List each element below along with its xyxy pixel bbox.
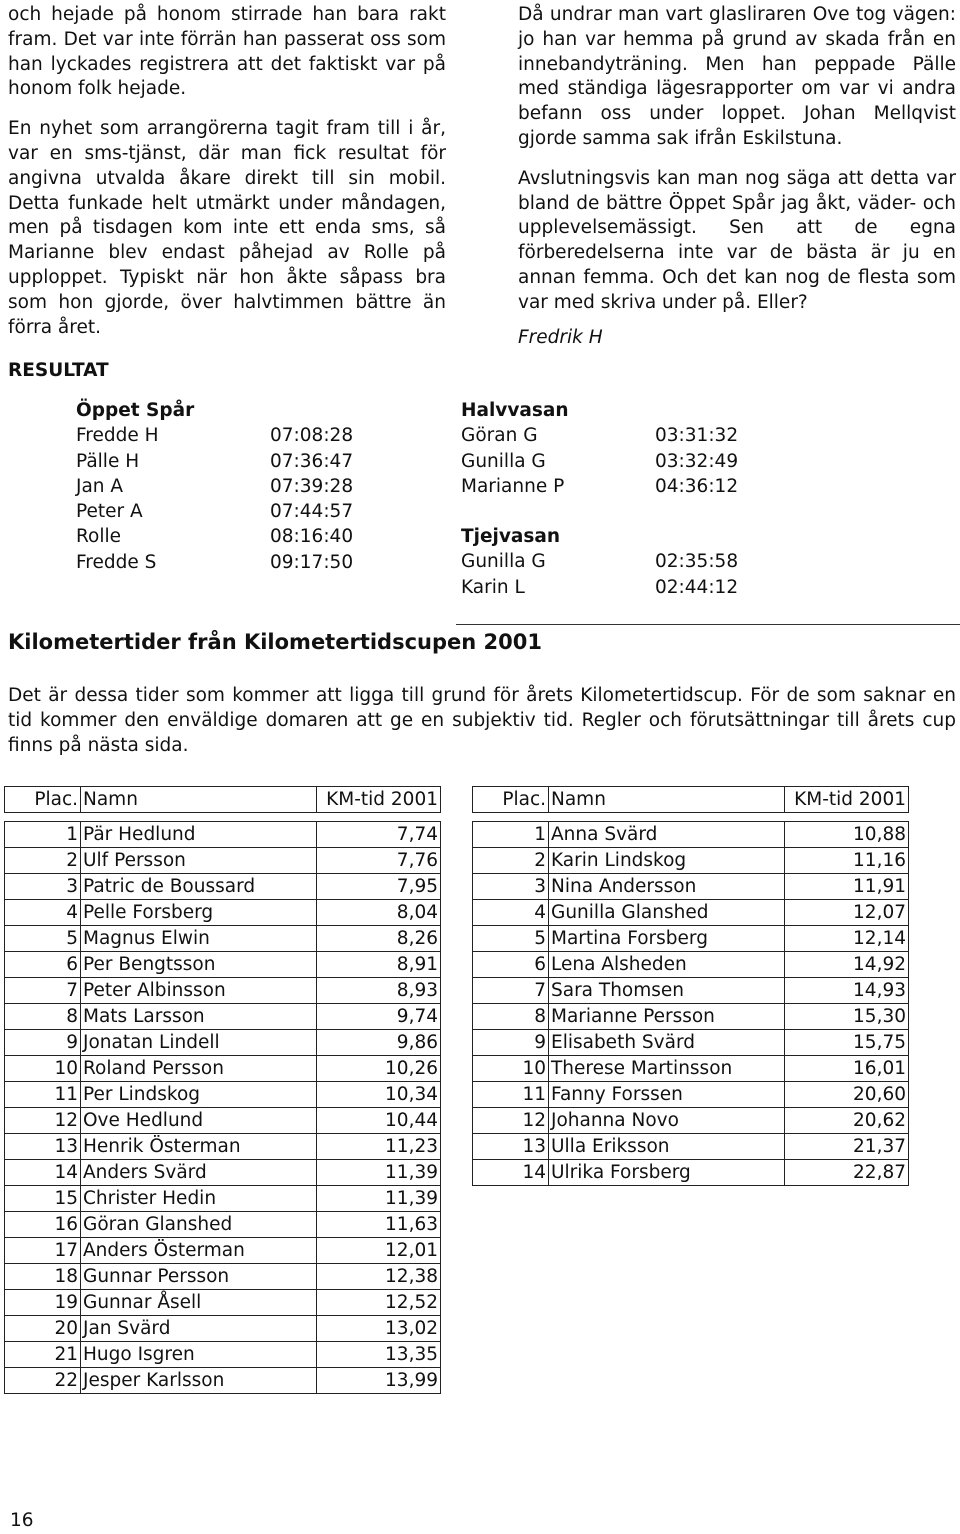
cell-km-tid: 20,60 — [785, 1082, 909, 1108]
cell-plac: 12 — [5, 1108, 81, 1134]
cell-namn: Ulrika Forsberg — [549, 1160, 785, 1186]
header-namn: Namn — [81, 787, 317, 813]
cell-namn: Peter Albinsson — [81, 978, 317, 1004]
result-time: 02:44:12 — [655, 576, 739, 598]
cell-namn: Pär Hedlund — [81, 822, 317, 848]
cell-plac: 20 — [5, 1316, 81, 1342]
cell-namn: Karin Lindskog — [549, 848, 785, 874]
section-divider — [456, 624, 960, 625]
table-row — [473, 900, 909, 926]
cell-plac: 13 — [473, 1134, 549, 1160]
cell-namn: Martina Forsberg — [549, 926, 785, 952]
cell-namn: Pelle Forsberg — [81, 900, 317, 926]
cell-plac: 9 — [473, 1030, 549, 1056]
cell-namn: Jan Svärd — [81, 1316, 317, 1342]
table-row — [473, 1056, 909, 1082]
cell-namn: Magnus Elwin — [81, 926, 317, 952]
cell-plac: 14 — [473, 1160, 549, 1186]
cell-namn: Christer Hedin — [81, 1186, 317, 1212]
cell-km-tid: 15,30 — [785, 1004, 909, 1030]
cell-plac: 12 — [473, 1108, 549, 1134]
header-namn: Namn — [549, 787, 785, 813]
table-row — [5, 978, 441, 1004]
halvvasan-results — [461, 398, 738, 499]
cell-plac: 9 — [5, 1030, 81, 1056]
result-time: 07:08:28 — [270, 425, 354, 447]
cell-plac: 22 — [5, 1368, 81, 1394]
cell-plac: 17 — [5, 1238, 81, 1264]
table-row — [5, 848, 441, 874]
table-row — [473, 978, 909, 1004]
cell-km-tid: 9,74 — [317, 1004, 441, 1030]
cell-km-tid: 7,74 — [317, 822, 441, 848]
cell-plac: 6 — [473, 952, 549, 978]
cell-km-tid: 12,07 — [785, 900, 909, 926]
cell-plac: 11 — [5, 1082, 81, 1108]
cell-plac: 6 — [5, 952, 81, 978]
cell-km-tid: 22,87 — [785, 1160, 909, 1186]
table-row — [5, 1290, 441, 1316]
cell-km-tid: 12,38 — [317, 1264, 441, 1290]
table-row — [5, 1108, 441, 1134]
cell-km-tid: 16,01 — [785, 1056, 909, 1082]
cell-namn: Gunilla Glanshed — [549, 900, 785, 926]
cell-plac: 1 — [473, 822, 549, 848]
cell-km-tid: 15,75 — [785, 1030, 909, 1056]
table-row — [473, 1160, 909, 1186]
left-paragraph-1: och hejade på honom stirrade han bara rakt fram. Det var inte förrän han passerat oss som han lyckades registrera att det faktiskt var på honom folk hejade. — [8, 4, 446, 100]
km-intro: Det är dessa tider som kommer att ligga till grund för årets Kilometertidscup. För de som saknar en tid kommer den enväldige domaren att ge en subjektiv tid. Regler och förutsättningar till årets cup finns på nästa sida. — [8, 685, 956, 756]
cell-km-tid: 14,92 — [785, 952, 909, 978]
cell-plac: 18 — [5, 1264, 81, 1290]
cell-plac: 7 — [473, 978, 549, 1004]
halvvasan-rows — [461, 423, 738, 499]
cell-km-tid: 13,02 — [317, 1316, 441, 1342]
resultat-heading: RESULTAT — [8, 360, 109, 381]
result-time: 04:36:12 — [655, 475, 739, 497]
tjejvasan-title: Tjejvasan — [461, 526, 561, 547]
table-row — [5, 1082, 441, 1108]
cell-plac: 4 — [5, 900, 81, 926]
cell-namn: Nina Andersson — [549, 874, 785, 900]
result-name: Pälle H — [76, 450, 140, 472]
cell-namn: Ove Hedlund — [81, 1108, 317, 1134]
cell-km-tid: 11,39 — [317, 1186, 441, 1212]
oppet-spar-results — [76, 398, 353, 575]
result-name: Peter A — [76, 501, 143, 523]
cell-namn: Gunnar Persson — [81, 1264, 317, 1290]
result-time: 07:44:57 — [270, 501, 354, 523]
left-paragraph-2: En nyhet som arrangörerna tagit fram till i år, var en sms-tjänst, där man fick resultat för angivna utvalda åkare direkt till sin mobil. Detta funkade helt utmärkt under måndagen, men på tisdagen kom inte ett enda sms, så Marianne blev endast påhejad av Rolle på upploppet. Typiskt när hon åkte såpass bra som hon gjorde, över halvtimmen bättre än förra året. — [8, 118, 446, 338]
table-header-row — [5, 787, 441, 813]
right-paragraph-1: Då undrar man vart glasliraren Ove tog vägen: jo han var hemma på grund av skada från en innebandyträning. Men han peppade Pälle med ständiga lägesrapporter om var vi andra befann oss under loppet. Johan Mellqvist gjorde samma sak ifrån Eskilstuna. — [518, 4, 956, 149]
result-time: 03:31:32 — [655, 425, 739, 447]
cell-km-tid: 12,01 — [317, 1238, 441, 1264]
table-row — [5, 1342, 441, 1368]
tjejvasan-results — [461, 524, 738, 600]
km-heading: Kilometertider från Kilometertidscupen 2001 — [8, 630, 542, 654]
cell-km-tid: 11,91 — [785, 874, 909, 900]
result-name: Karin L — [461, 576, 525, 598]
cell-km-tid: 7,95 — [317, 874, 441, 900]
cell-namn: Anna Svärd — [549, 822, 785, 848]
cell-km-tid: 10,34 — [317, 1082, 441, 1108]
cell-namn: Elisabeth Svärd — [549, 1030, 785, 1056]
header-plac: Plac. — [473, 787, 549, 813]
cell-km-tid: 11,63 — [317, 1212, 441, 1238]
table-row — [5, 1238, 441, 1264]
table-row — [473, 1030, 909, 1056]
table-row — [5, 1160, 441, 1186]
table-row — [5, 1264, 441, 1290]
cell-namn: Hugo Isgren — [81, 1342, 317, 1368]
table-row — [5, 1134, 441, 1160]
table-row — [473, 822, 909, 848]
table-spacer — [473, 813, 909, 822]
cell-namn: Patric de Boussard — [81, 874, 317, 900]
cell-namn: Marianne Persson — [549, 1004, 785, 1030]
cell-plac: 5 — [5, 926, 81, 952]
cell-plac: 3 — [5, 874, 81, 900]
header-plac: Plac. — [5, 787, 81, 813]
cell-plac: 15 — [5, 1186, 81, 1212]
table-row — [5, 1212, 441, 1238]
result-time: 03:32:49 — [655, 450, 739, 472]
table-row — [473, 1134, 909, 1160]
cell-km-tid: 8,04 — [317, 900, 441, 926]
cell-plac: 7 — [5, 978, 81, 1004]
header-km-tid: KM-tid 2001 — [317, 787, 441, 813]
right-paragraph-2: Avslutningsvis kan man nog säga att detta var bland de bättre Öppet Spår jag åkt, väder- och upplevelsemässigt. Sen att de egna förberedelserna inte var de bästa är ju en annan femma. Och det kan nog de flesta som var med skriva under på. Eller? — [518, 167, 956, 313]
cell-namn: Roland Persson — [81, 1056, 317, 1082]
oppet-spar-rows — [76, 423, 353, 575]
oppet-spar-title: Öppet Spår — [76, 400, 195, 421]
cell-namn: Jonatan Lindell — [81, 1030, 317, 1056]
left-text-column — [8, 3, 446, 340]
result-name: Gunilla G — [461, 450, 546, 472]
cell-plac: 16 — [5, 1212, 81, 1238]
result-row — [76, 474, 353, 499]
result-row — [461, 449, 738, 474]
cell-plac: 10 — [473, 1056, 549, 1082]
cell-km-tid: 10,88 — [785, 822, 909, 848]
cell-km-tid: 11,16 — [785, 848, 909, 874]
cell-plac: 2 — [5, 848, 81, 874]
cell-plac: 14 — [5, 1160, 81, 1186]
cell-plac: 4 — [473, 900, 549, 926]
table-row — [5, 926, 441, 952]
table-row — [473, 1004, 909, 1030]
cell-namn: Per Bengtsson — [81, 952, 317, 978]
result-row — [461, 423, 738, 448]
cell-namn: Fanny Forssen — [549, 1082, 785, 1108]
table-row — [473, 874, 909, 900]
table-header-row — [473, 787, 909, 813]
cell-plac: 21 — [5, 1342, 81, 1368]
result-time: 07:36:47 — [270, 450, 354, 472]
result-row — [461, 474, 738, 499]
cell-plac: 8 — [5, 1004, 81, 1030]
cell-km-tid: 11,39 — [317, 1160, 441, 1186]
cell-km-tid: 10,44 — [317, 1108, 441, 1134]
result-time: 08:16:40 — [270, 526, 354, 548]
table-row — [473, 1082, 909, 1108]
result-row — [76, 499, 353, 524]
cell-namn: Ulla Eriksson — [549, 1134, 785, 1160]
cell-plac: 2 — [473, 848, 549, 874]
header-km-tid: KM-tid 2001 — [785, 787, 909, 813]
cell-plac: 8 — [473, 1004, 549, 1030]
cell-namn: Ulf Persson — [81, 848, 317, 874]
result-row — [76, 449, 353, 474]
result-row — [461, 549, 738, 574]
cell-km-tid: 9,86 — [317, 1030, 441, 1056]
table-row — [473, 926, 909, 952]
cell-namn: Gunnar Åsell — [81, 1290, 317, 1316]
cell-namn: Mats Larsson — [81, 1004, 317, 1030]
table-row — [5, 1186, 441, 1212]
cell-km-tid: 8,26 — [317, 926, 441, 952]
table-spacer — [5, 813, 441, 822]
table-row — [5, 1368, 441, 1394]
table-row — [5, 1030, 441, 1056]
signature: Fredrik H — [518, 326, 603, 348]
result-name: Rolle — [76, 526, 122, 548]
cell-km-tid: 12,52 — [317, 1290, 441, 1316]
cell-km-tid: 10,26 — [317, 1056, 441, 1082]
result-name: Marianne P — [461, 475, 565, 497]
cell-km-tid: 11,23 — [317, 1134, 441, 1160]
cell-plac: 5 — [473, 926, 549, 952]
result-name: Jan A — [76, 475, 124, 497]
result-time: 09:17:50 — [270, 551, 354, 573]
cell-plac: 10 — [5, 1056, 81, 1082]
cell-km-tid: 13,35 — [317, 1342, 441, 1368]
table-row — [473, 952, 909, 978]
cell-namn: Sara Thomsen — [549, 978, 785, 1004]
cell-namn: Per Lindskog — [81, 1082, 317, 1108]
cell-km-tid: 7,76 — [317, 848, 441, 874]
cell-plac: 11 — [473, 1082, 549, 1108]
table-row — [473, 848, 909, 874]
cell-plac: 13 — [5, 1134, 81, 1160]
km-table-men — [4, 786, 441, 1394]
table-row — [5, 900, 441, 926]
cell-plac: 19 — [5, 1290, 81, 1316]
cell-namn: Anders Svärd — [81, 1160, 317, 1186]
result-time: 02:35:58 — [655, 551, 739, 573]
cell-namn: Lena Alsheden — [549, 952, 785, 978]
table-row — [5, 874, 441, 900]
cell-km-tid: 8,93 — [317, 978, 441, 1004]
result-name: Fredde H — [76, 425, 159, 447]
page-number: 16 — [10, 1510, 34, 1531]
result-name: Fredde S — [76, 551, 157, 573]
table-row — [5, 952, 441, 978]
halvvasan-title: Halvvasan — [461, 400, 569, 421]
cell-plac: 3 — [473, 874, 549, 900]
cell-km-tid: 12,14 — [785, 926, 909, 952]
table-row — [5, 822, 441, 848]
cell-km-tid: 8,91 — [317, 952, 441, 978]
right-text-column — [518, 3, 956, 350]
tjejvasan-rows — [461, 549, 738, 600]
cell-namn: Anders Österman — [81, 1238, 317, 1264]
km-table-women — [472, 786, 909, 1186]
result-row — [76, 524, 353, 549]
cell-namn: Johanna Novo — [549, 1108, 785, 1134]
result-row — [76, 423, 353, 448]
table-row — [5, 1056, 441, 1082]
table-row — [5, 1316, 441, 1342]
result-time: 07:39:28 — [270, 475, 354, 497]
result-row — [461, 575, 738, 600]
result-name: Gunilla G — [461, 551, 546, 573]
cell-km-tid: 20,62 — [785, 1108, 909, 1134]
cell-plac: 1 — [5, 822, 81, 848]
table-row — [473, 1108, 909, 1134]
cell-namn: Jesper Karlsson — [81, 1368, 317, 1394]
cell-km-tid: 13,99 — [317, 1368, 441, 1394]
cell-namn: Henrik Österman — [81, 1134, 317, 1160]
table-row — [5, 1004, 441, 1030]
cell-km-tid: 21,37 — [785, 1134, 909, 1160]
result-row — [76, 550, 353, 575]
result-name: Göran G — [461, 425, 538, 447]
cell-namn: Göran Glanshed — [81, 1212, 317, 1238]
cell-namn: Therese Martinsson — [549, 1056, 785, 1082]
cell-km-tid: 14,93 — [785, 978, 909, 1004]
